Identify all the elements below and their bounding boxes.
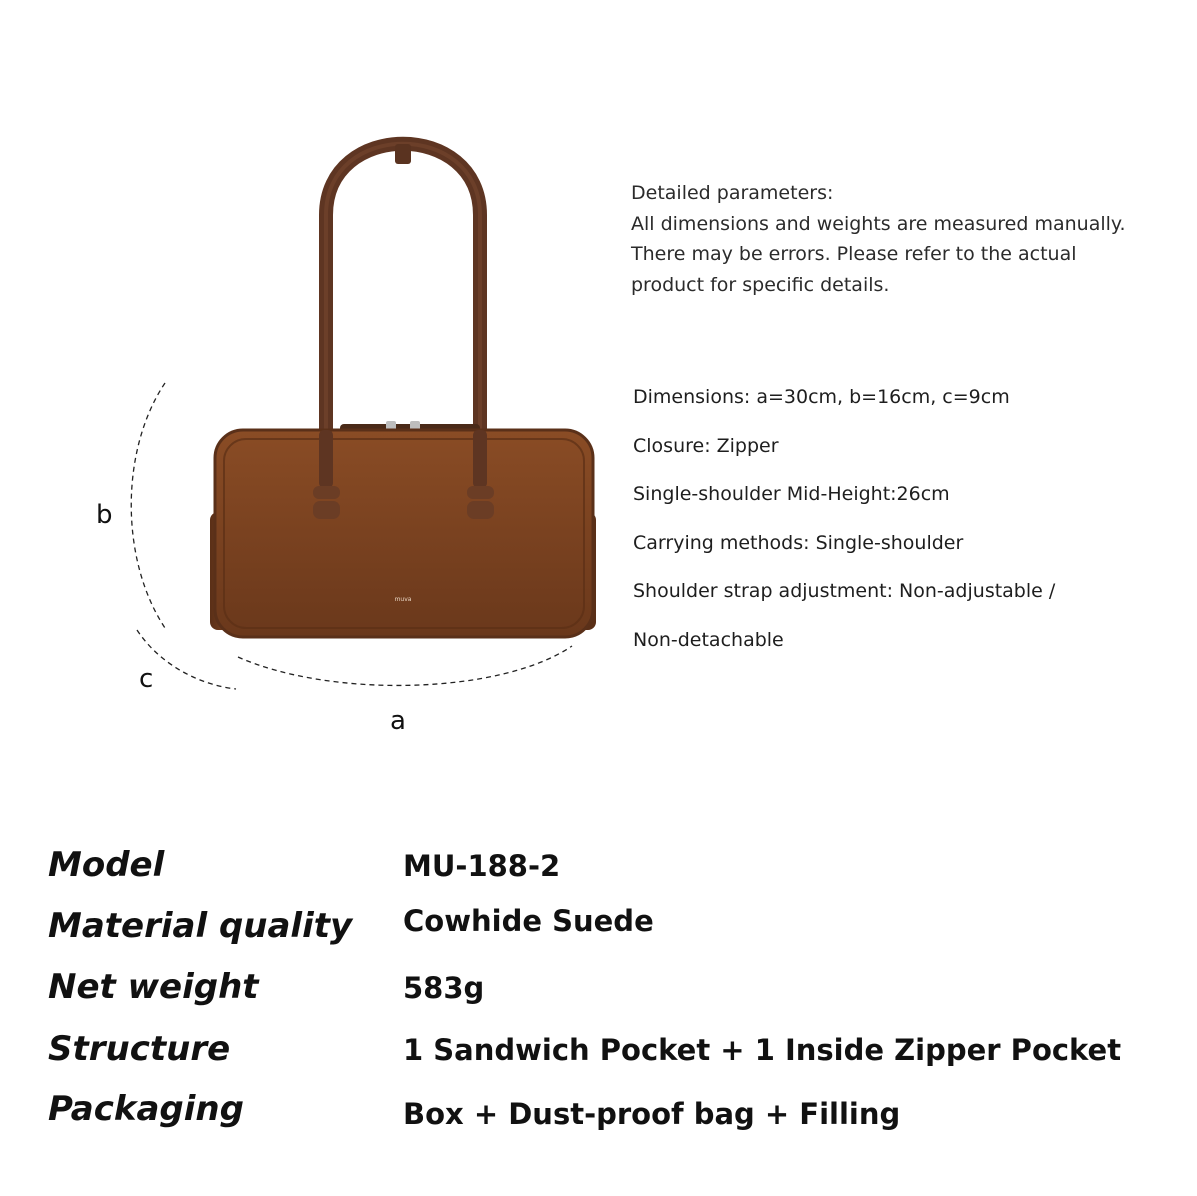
spec-row-structure	[48, 1029, 1168, 1089]
spec-label: Model	[48, 845, 165, 885]
notes-line: There may be errors. Please refer to the actual	[631, 243, 1077, 265]
shoulder-strap	[326, 144, 480, 462]
dimension-b-label: b	[96, 500, 113, 530]
spec-row-weight	[48, 967, 1168, 1027]
strap-knot-left	[313, 486, 340, 499]
dimension-c-label: c	[139, 664, 154, 694]
spec-row-packaging	[48, 1089, 1168, 1149]
spec-value: Cowhide Suede	[403, 904, 654, 938]
spec-label: Packaging	[48, 1089, 244, 1129]
notes-line: All dimensions and weights are measured manually.	[631, 212, 1126, 235]
spec-label: Structure	[48, 1029, 231, 1069]
notes-line: product for specific details.	[631, 273, 890, 296]
spec-value: 1 Sandwich Pocket + 1 Inside Zipper Pocket	[403, 1033, 1122, 1067]
brand-mark: muva	[394, 596, 412, 603]
param-carrying: Carrying methods: Single-shoulder	[633, 531, 964, 554]
dimension-b-line	[131, 383, 165, 628]
param-closure: Closure: Zipper	[633, 434, 779, 457]
bag-body	[215, 430, 593, 637]
spec-value: MU-188-2	[403, 849, 561, 883]
spec-label: Net weight	[48, 967, 259, 1007]
param-dimensions: Dimensions: a=30cm, b=16cm, c=9cm	[633, 386, 1010, 408]
measurement-notes	[631, 178, 1171, 300]
product-parameters	[633, 383, 1178, 674]
param-strap: Shoulder strap adjustment: Non-adjustable /	[633, 580, 1056, 602]
product-figure	[0, 0, 620, 760]
spec-value: Box + Dust-proof bag + Filling	[403, 1097, 901, 1131]
notes-heading: Detailed parameters:	[631, 182, 834, 204]
spec-row-material	[48, 906, 1168, 966]
strap-knot-right	[467, 486, 494, 499]
spec-value: 583g	[403, 971, 485, 1005]
spec-label: Material quality	[48, 906, 353, 946]
param-strap-cont: Non-detachable	[633, 628, 784, 651]
param-height: Single-shoulder Mid-Height:26cm	[633, 483, 950, 505]
dimension-a-line	[238, 646, 572, 685]
handbag-illustration	[0, 0, 620, 760]
strap-keeper	[395, 144, 411, 164]
spec-row-model	[48, 845, 1168, 905]
dimension-a-label: a	[390, 706, 406, 736]
